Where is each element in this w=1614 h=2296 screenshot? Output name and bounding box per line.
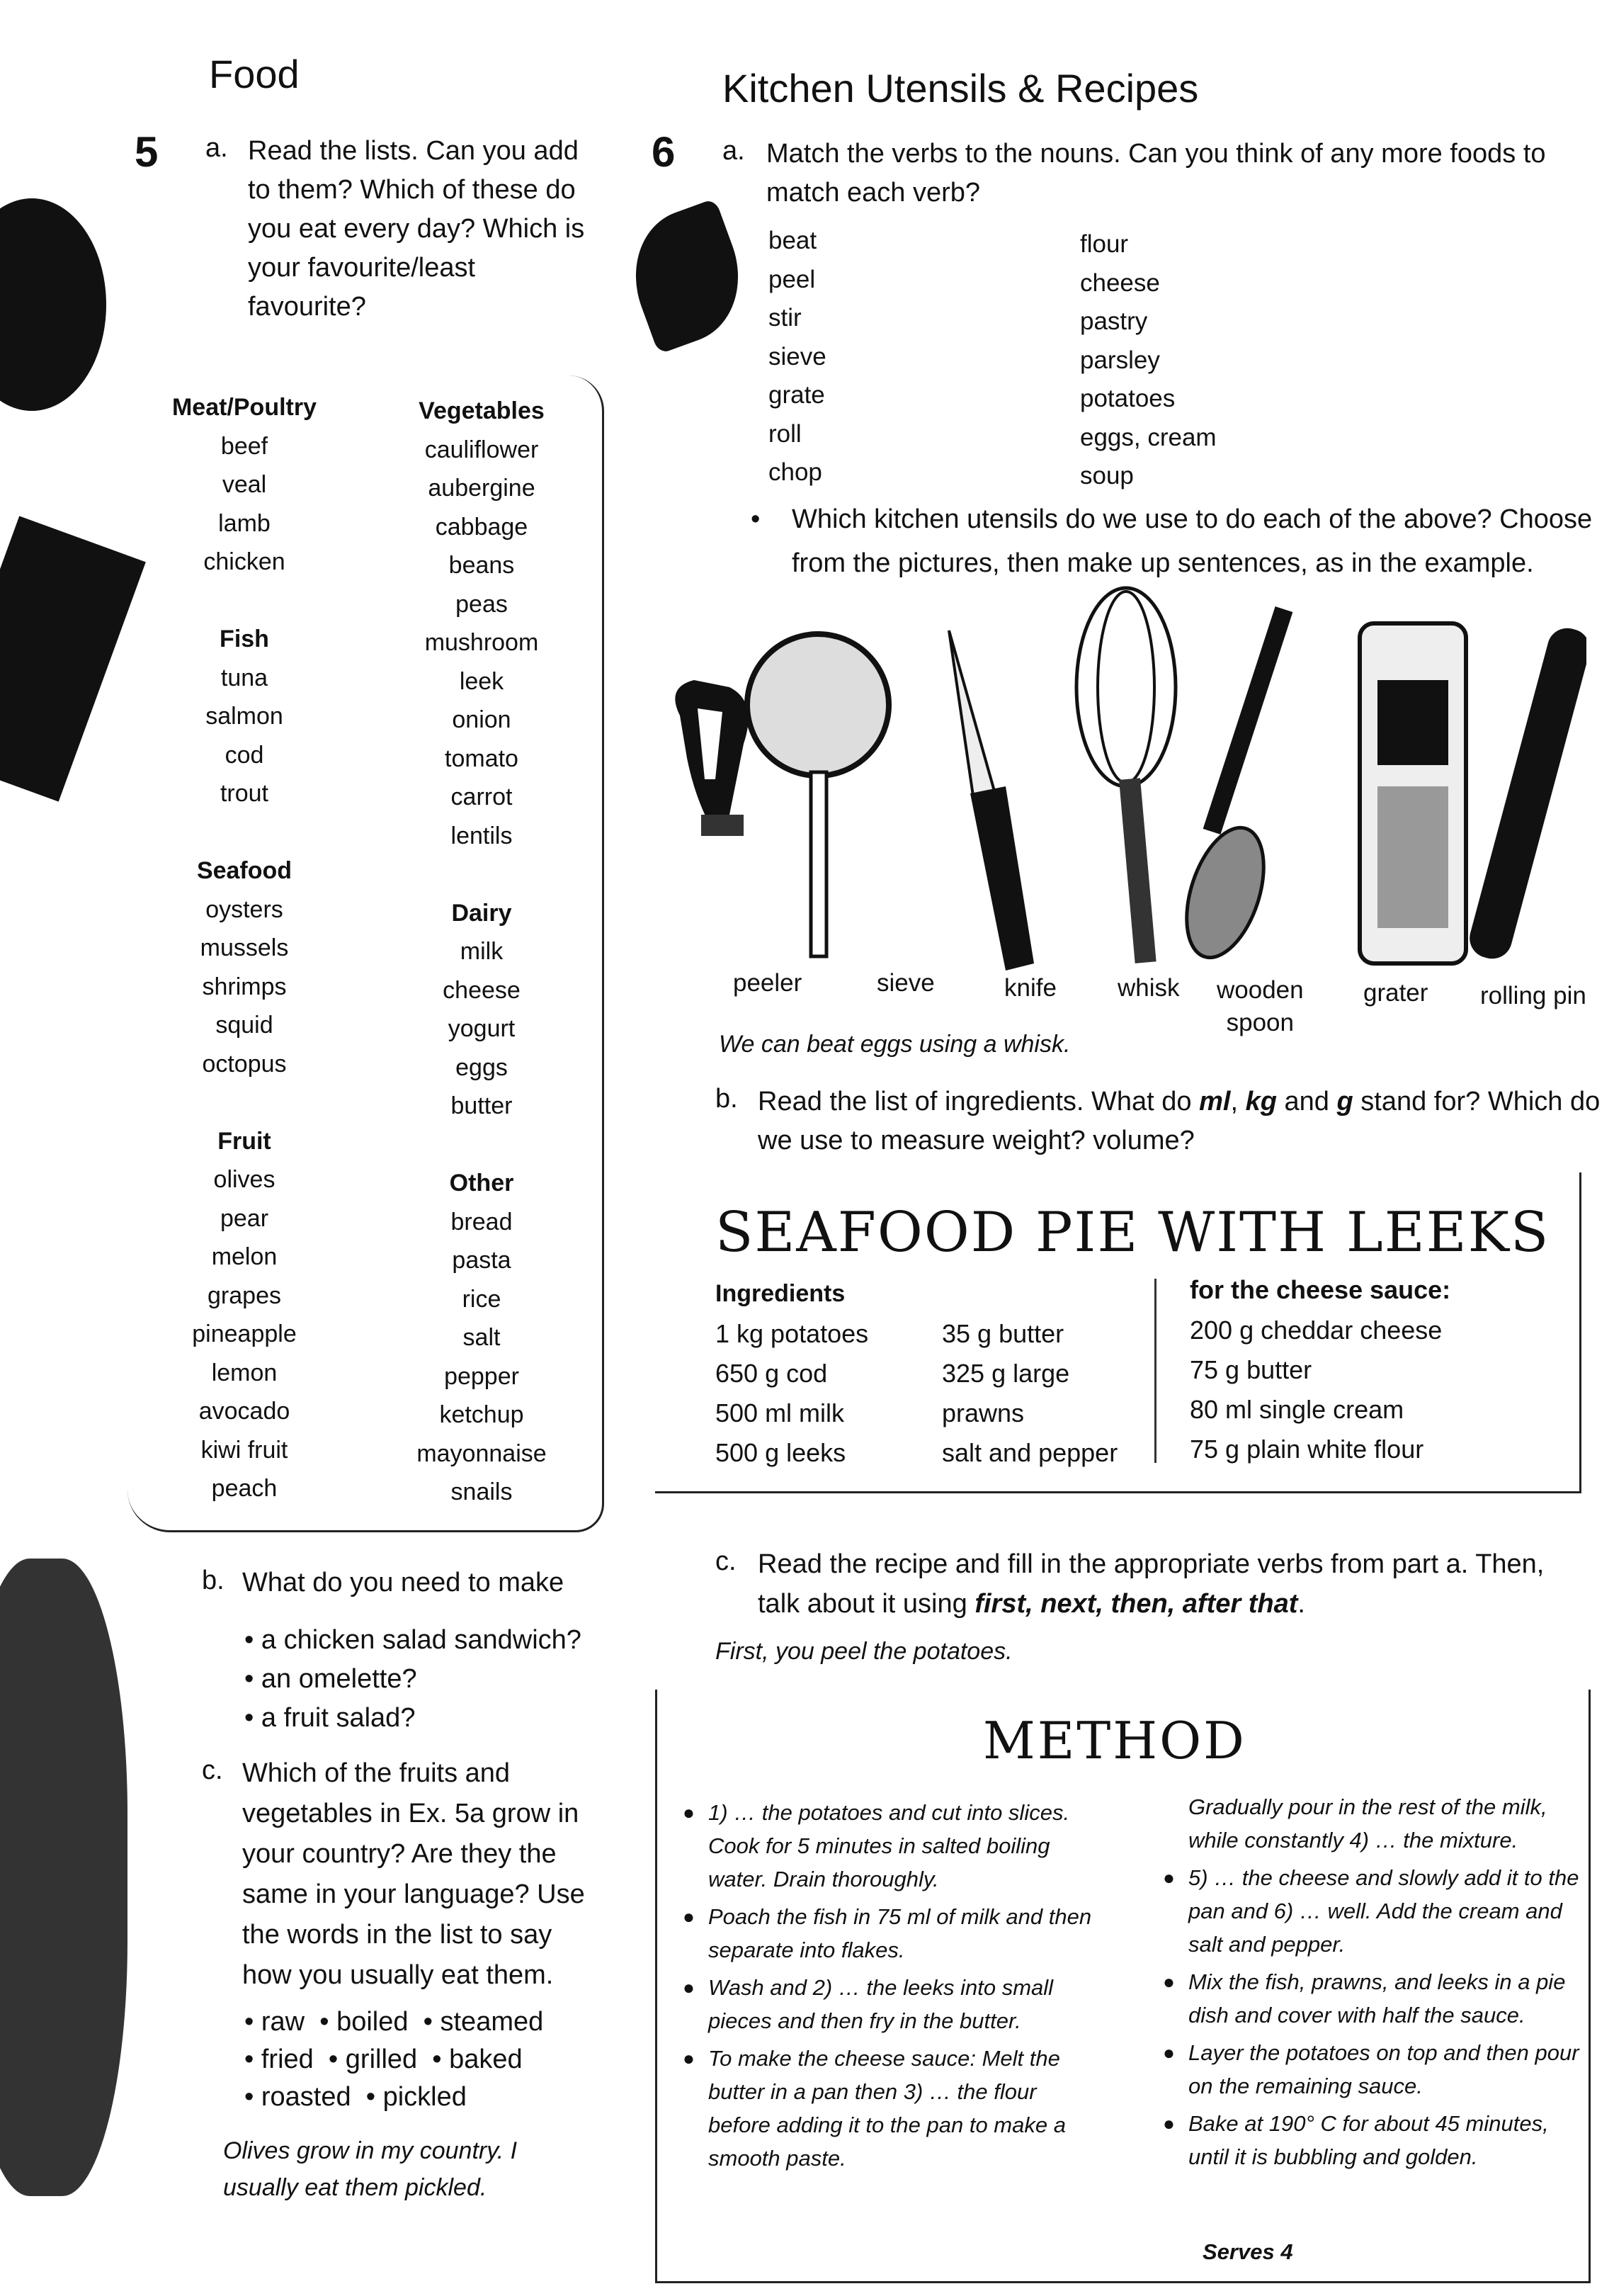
list-item: • an omelette? [244,1664,417,1694]
noun-item: parsley [1080,346,1160,374]
list-item: • a fruit salad? [244,1703,416,1733]
exercise-6b-question: Read the list of ingredients. What do ml, kg and g stand for? Which do we use to measure weight? volume? [758,1087,1601,1155]
list-item: trout [220,780,269,807]
noun-item: cheese [1080,268,1160,297]
section-title-kitchen: Kitchen Utensils & Recipes [722,66,1199,111]
list-item: pepper [444,1362,519,1390]
list-item: cod [225,741,264,769]
utensils-illustration [637,581,1586,978]
decorative-food-photo-top [0,198,106,411]
exercise-6a-question: Match the verbs to the nouns. Can you think of any more foods to match each verb? [766,139,1546,208]
verb-list [768,222,826,492]
utensil-label-grater: grater [1363,979,1428,1007]
list-item [152,582,336,621]
list-item: veal [222,471,267,498]
noun-item: pastry [1080,307,1148,335]
method-right-column [1188,1790,1581,2178]
exercise-6b-label: b. [715,1084,738,1114]
verb-item: peel [768,265,816,293]
exercise-6a-example: We can beat eggs using a whisk. [719,1031,1071,1058]
noun-item: flour [1080,230,1129,258]
ingredients-heading: Ingredients [715,1280,846,1307]
list-item: carrot [450,784,513,810]
exercise-5c-label: c. [202,1755,223,1785]
list-item: melon [211,1243,278,1270]
list-item: tuna [220,664,268,691]
exercise-number-6: 6 [652,128,676,176]
utensil-label-wooden-spoon: wooden spoon [1217,976,1304,1036]
list-item: octopus [202,1050,287,1078]
list-item: cauliflower [424,436,539,463]
category-heading: Fish [220,626,269,652]
utensil-label-whisk: whisk [1118,974,1180,1002]
recipe-title: SEAFOOD PIE WITH LEEKS [715,1201,1550,1265]
list-item: beef [220,432,268,460]
exercise-6c-question: Read the recipe and fill in the appropriate verbs from part a. Then, talk about it using first, next, then, after that. [758,1549,1545,1619]
verb-item: beat [768,227,817,254]
list-item: bread [450,1208,513,1235]
list-item: squid [215,1012,273,1039]
list-item [386,855,577,894]
exercise-6c-label: c. [715,1546,737,1576]
list-item [152,1083,336,1122]
category-heading: Seafood [196,857,292,884]
list-item: peach [211,1475,278,1502]
decorative-food-photo-bottom [0,1559,127,2196]
list-item: leek [459,667,504,695]
utensil-label-sieve: sieve [877,969,935,997]
method-step: ● 5) … the cheese and slowly add it to the pan and 6) … well. Add the cream and salt and pepper. [1188,1861,1581,1961]
method-step-intro: Gradually pour in the rest of the milk, while constantly 4) … the mixture. [1188,1794,1547,1853]
cooking-methods-list: • raw • boiled • steamed • fried • grilled • baked • roasted • pickled [244,2007,544,2112]
list-item: peas [455,590,508,618]
decorative-herb-leaf [615,198,759,354]
list-item: lamb [218,509,271,537]
exercise-5b-label: b. [202,1566,225,1595]
list-item: kiwi fruit [200,1436,288,1464]
list-item: beans [448,552,515,579]
list-item [386,1126,577,1165]
list-item: mussels [200,934,289,961]
page-number: 118 [42,2217,88,2249]
list-item: milk [460,938,504,965]
method-step: ● Layer the potatoes on top and then pour on the remaining sauce. [1188,2036,1581,2103]
list-item: pineapple [192,1321,297,1347]
category-heading: Fruit [217,1127,271,1155]
wooden-spoon-icon [1172,606,1292,967]
list-item: shrimps [202,973,287,1000]
recipe-box [655,1172,1581,1493]
verb-item: stir [768,304,802,332]
utensil-label-rolling-pin: rolling pin [1480,982,1586,1010]
list-item: oysters [205,895,283,923]
rolling-pin-icon [1465,623,1586,963]
category-heading: Dairy [451,899,512,927]
list-item: onion [452,706,511,733]
list-item: chicken [203,548,285,575]
verb-item: roll [768,419,802,448]
list-item: avocado [198,1398,290,1425]
verb-item: sieve [768,342,826,371]
list-item: mayonnaise [416,1440,547,1467]
decorative-food-photo-middle [0,516,146,801]
list-item: butter [450,1092,513,1119]
method-step: ● Mix the fish, prawns, and leeks in a pie dish and cover with half the sauce. [1188,1965,1581,2032]
cheese-sauce-table: 200 g cheddar cheese 75 g butter 80 ml single cream 75 g plain white flour [1190,1316,1443,1464]
exercise-number-5: 5 [135,128,159,176]
list-item: cheese [443,976,521,1004]
list-item: mushroom [424,629,539,656]
list-item: pear [220,1204,269,1232]
method-step: ● Wash and 2) … the leeks into small pieces and then fry in the butter. [708,1971,1105,2037]
list-item: aubergine [428,475,535,502]
category-heading: Other [449,1170,514,1197]
list-item: rice [462,1285,501,1313]
method-left-column [708,1796,1105,2179]
exercise-5b-list [244,1621,581,1738]
grater-icon [1360,623,1466,963]
list-item: cabbage [435,513,528,541]
list-item: • a chicken salad sandwich? [244,1625,581,1655]
exercise-5b-question: What do you need to make [242,1568,564,1597]
serves-label: Serves 4 [1203,2239,1293,2264]
exercise-5c-question: Which of the fruits and vegetables in Ex. 5a grow in your country? Are they the same in your language? Use the words in the list to say how you usually eat them. [242,1758,585,1990]
exercise-6c-example: First, you peel the potatoes. [715,1638,1013,1665]
method-title: METHOD [983,1711,1246,1770]
utensil-label-knife: knife [1004,974,1057,1002]
method-box [655,1690,1591,2283]
list-item: olives [213,1166,275,1193]
whisk-icon [1076,588,1176,963]
method-step: ● Bake at 190° C for about 45 minutes, until it is bubbling and golden. [1188,2107,1581,2173]
method-step: ● 1) … the potatoes and cut into slices. Cook for 5 minutes in salted boiling water. Drain thoroughly. [708,1796,1105,1896]
food-list-column-2 [386,392,577,1512]
exercise-5a-label: a. [205,133,228,163]
exercise-5a-question: Read the lists. Can you add to them? Which of these do you eat every day? Which is your favourite/least favourite? [248,136,585,322]
ingredients-table: 1 kg potatoes 35 g butter 650 g cod 325 g large 500 ml milk prawns 500 g leeks salt and pepper [715,1319,1118,1467]
exercise-6a-bullet: • Which kitchen utensils do we use to do each of the above? Choose from the pictures, then make up sentences, as in the example. [751,504,1593,578]
method-step: ● To make the cheese sauce: Melt the butter in a pan then 3) … the flour before adding it to the pan to make a smooth paste. [708,2042,1105,2175]
list-item: yogurt [448,1015,516,1042]
list-item: snails [450,1478,513,1505]
verb-item: chop [768,458,822,486]
category-heading: Meat/Poultry [171,394,317,421]
list-item: lemon [211,1359,278,1386]
list-item: salmon [205,703,283,730]
utensil-label-peeler: peeler [733,969,802,997]
exercise-6a-label: a. [722,136,745,166]
noun-item: potatoes [1080,385,1176,412]
list-item [152,813,336,852]
peeler-icon [675,680,748,836]
list-item: pasta [452,1247,511,1274]
cheese-sauce-heading: for the cheese sauce: [1190,1275,1451,1304]
list-item: tomato [445,745,518,772]
list-item: salt [462,1324,501,1351]
food-list-column-1 [152,388,336,1508]
sieve-icon [747,634,889,956]
section-title-food: Food [209,52,300,96]
noun-list [1080,225,1217,496]
list-item: lentils [450,822,513,849]
noun-item: soup [1080,462,1134,490]
list-item: ketchup [439,1401,524,1428]
method-step: ● Poach the fish in 75 ml of milk and then separate into flakes. [708,1900,1105,1967]
list-item: grapes [208,1282,281,1309]
verb-item: grate [768,381,825,409]
knife-icon [949,630,1034,971]
exercise-5c-example: Olives grow in my country. I usually eat them pickled. [223,2137,518,2201]
recipe-divider [1154,1279,1156,1463]
list-item: eggs [455,1053,508,1081]
category-heading: Vegetables [419,397,545,424]
noun-item: eggs, cream [1080,423,1217,451]
